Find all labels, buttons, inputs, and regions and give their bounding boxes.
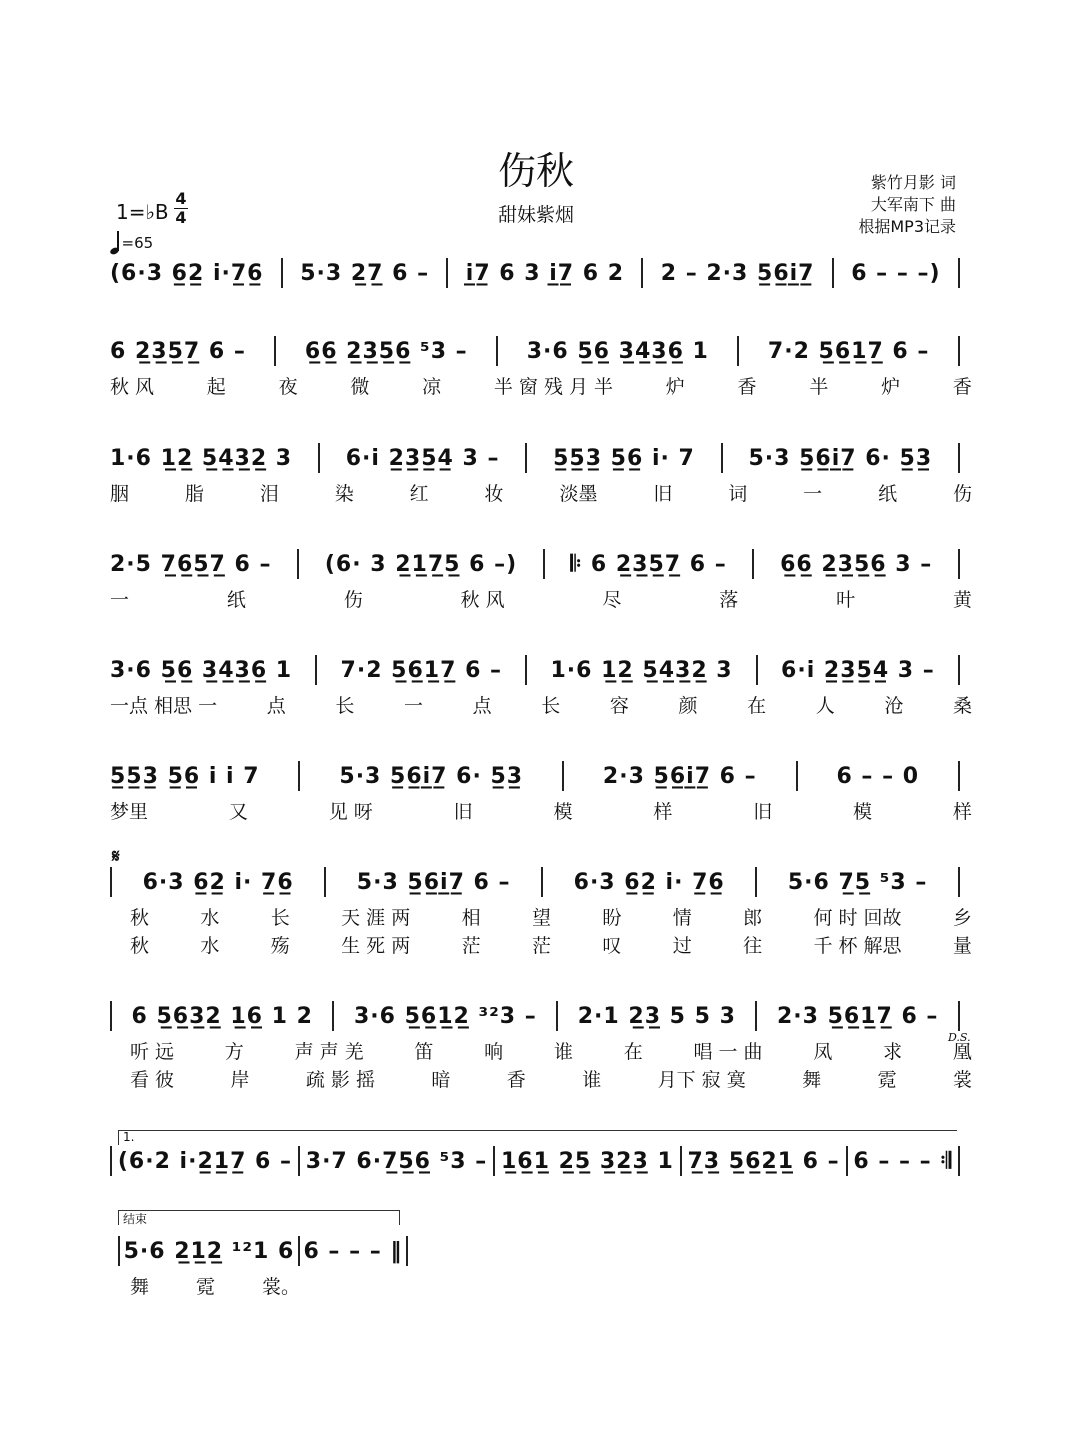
measure: 𝄆 6 2̲3̲5̲7̲ 6 – [570, 551, 727, 577]
lyric-word: 裳 [952, 1069, 972, 1091]
lyric-word: 秋 风 [110, 376, 155, 398]
lyric-word: 凉 [422, 376, 442, 398]
barline [562, 761, 564, 791]
barline [298, 1146, 300, 1176]
lyric-word: 样 [952, 801, 972, 823]
lyric-row-second-verse [130, 931, 972, 957]
measure: 6 5̲6̲3̲2̲ 1̲6̲ 1 2 [131, 1003, 313, 1029]
barline [541, 867, 543, 897]
measure: 5̲5̲3̲ 5̲6̲ i i 7 [110, 763, 260, 789]
lyric-word: 唱 一 曲 [693, 1041, 763, 1063]
lyric-word: 岸 [230, 1069, 250, 1091]
measure: 2·5 7̲6̲5̲7̲ 6 – [110, 551, 272, 577]
time-signature [172, 190, 190, 227]
song-title: 伤秋 [497, 149, 574, 193]
barline [446, 258, 448, 288]
music-row [0, 649, 1072, 689]
lyric-word: 炉 [665, 376, 685, 398]
measures-container [110, 549, 960, 579]
measure: 6·i 2̲3̲5̲4̲ 3 – [345, 445, 500, 471]
lyric-word: 旧 [753, 801, 773, 823]
lyric-word: 泪 [259, 483, 279, 505]
lyric-word: 相 [461, 907, 481, 929]
lyric-word: 在 [623, 1041, 643, 1063]
measure: 6 2̲3̲5̲7̲ 6 – [110, 338, 246, 364]
lyric-word: 黄 [952, 589, 972, 611]
lyric-word: 点 [266, 695, 286, 717]
barline [752, 549, 754, 579]
ending-label: 结束 [123, 1212, 148, 1226]
lyric-word: 点 [472, 695, 492, 717]
barline [496, 336, 498, 366]
barline [298, 1236, 300, 1266]
measure: 7·2 5̲6̲1̲7̲ 6 – [340, 657, 503, 683]
measure: 1̲6̲1̲ 2̲5̲ 3̲2̲3̲ 1 [501, 1148, 674, 1174]
barline [274, 336, 276, 366]
barline [525, 655, 527, 685]
lyric-word: 染 [334, 483, 354, 505]
measures-container [118, 1236, 408, 1266]
lyricist-credit: 紫竹月影 词 [870, 173, 956, 192]
lyric-row [130, 1037, 972, 1063]
lyric-word: 一点 相思 一 [110, 695, 218, 717]
music-row [0, 995, 1072, 1035]
barline [796, 761, 798, 791]
lyric-word: 水 [200, 935, 220, 957]
measure: 6 – – – ‖ [303, 1238, 403, 1264]
measure: (6·3 6̲2̲ i·7̲6̲ [110, 260, 264, 286]
lyric-word: 秋 [130, 935, 150, 957]
composer-credit: 大军南下 曲 [870, 195, 956, 214]
barline [958, 443, 960, 473]
measures-container [110, 1146, 960, 1176]
lyric-word: 秋 风 [460, 589, 505, 611]
lyric-word: 纸 [226, 589, 246, 611]
lyric-word: 香 [506, 1069, 526, 1091]
lyric-word: 桑 [952, 695, 972, 717]
barline [281, 258, 283, 288]
measure: 2 – 2·3 5̲6̲i̲7̲ [660, 260, 815, 286]
barline [958, 549, 960, 579]
lyric-word: 凤 [813, 1041, 833, 1063]
measure: 5·3 5̲6̲i̲7̲ 6· 5̲3̲ [339, 763, 524, 789]
lyric-word: 纸 [878, 483, 898, 505]
lyric-word: 谁 [582, 1069, 602, 1091]
lyric-word: 词 [728, 483, 748, 505]
barline [324, 867, 326, 897]
barline [958, 867, 960, 897]
measure: i̲7̲ 6 3 i̲7̲ 6 2 [465, 260, 625, 286]
key-signature: 1=♭B [116, 200, 169, 224]
lyric-word: 月下 寂 寞 [657, 1069, 746, 1091]
lyric-word: 妆 [484, 483, 504, 505]
measures-container [110, 761, 960, 791]
barline [641, 258, 643, 288]
measures-container [110, 1001, 960, 1031]
barline [755, 1001, 757, 1031]
lyric-word: 裳。 [261, 1276, 300, 1298]
music-row [0, 1230, 420, 1270]
music-row [0, 437, 1072, 477]
lyric-word: 红 [409, 483, 429, 505]
lyric-row [130, 903, 972, 929]
measure: 5·3 5̲6̲i̲7̲ 6 – [356, 869, 511, 895]
lyric-word: 郎 [743, 907, 763, 929]
barline [680, 1146, 682, 1176]
measure: 3·7 6·7̲5̲6̲ ⁵3 – [305, 1148, 488, 1174]
barline [298, 761, 300, 791]
barline [315, 655, 317, 685]
barline [556, 1001, 558, 1031]
lyric-word: 一 [110, 589, 130, 611]
measure: 5·6 7̲5̲ ⁵3 – [787, 869, 928, 895]
measure: 5·3 2̲7̲ 6 – [300, 260, 430, 286]
lyric-word: 往 [743, 935, 763, 957]
measure: 6̲6̲ 2̲3̲5̲6̲ 3 – [780, 551, 933, 577]
lyric-word: 样 [653, 801, 673, 823]
measure: 5·6 2̲1̲2̲ ¹²1 6 [123, 1238, 295, 1264]
lyric-word: 颜 [678, 695, 698, 717]
lyric-word: 天 涯 两 [341, 907, 411, 929]
lyric-word: 方 [224, 1041, 244, 1063]
measure: (6·2 i·2̲1̲7̲ 6 – [117, 1148, 293, 1174]
barline [721, 443, 723, 473]
lyric-word: 茫 [461, 935, 481, 957]
segno-sign: 𝄋 [112, 846, 120, 867]
lyric-word: 容 [609, 695, 629, 717]
music-row [0, 252, 1072, 292]
lyric-word: 见 呀 [328, 801, 373, 823]
barline [525, 443, 527, 473]
lyric-word: 夜 [278, 376, 298, 398]
lyric-word: 笛 [414, 1041, 434, 1063]
barline [958, 336, 960, 366]
lyric-word: 长 [270, 907, 290, 929]
ending-bracket [118, 1210, 400, 1225]
barline [958, 761, 960, 791]
lyric-word: 香 [952, 376, 972, 398]
measure: 5̲5̲3̲ 5̲6̲ i· 7 [553, 445, 695, 471]
lyric-word: 谁 [553, 1041, 573, 1063]
measures-container [110, 867, 960, 897]
measure: 1·6 1̲2̲ 5̲4̲3̲2̲ 3 [550, 657, 733, 683]
lyric-word: 叹 [602, 935, 622, 957]
barline [756, 655, 758, 685]
lyric-word: 霓 [195, 1276, 215, 1298]
lyric-word: 半 窗 残 月 半 [493, 376, 614, 398]
barline [958, 1146, 960, 1176]
music-row [0, 543, 1072, 583]
lyric-word: 凰 [952, 1041, 972, 1063]
tempo-value: =65 [121, 234, 154, 252]
lyric-word: 水 [200, 907, 220, 929]
measure: 3·6 5̲6̲ 3̲4̲3̲6̲ 1 [526, 338, 709, 364]
lyric-word: 一 [803, 483, 823, 505]
barline [406, 1236, 408, 1266]
barline [543, 549, 545, 579]
measure: 5·3 5̲6̲i̲7̲ 6· 5̲3̲ [748, 445, 933, 471]
measure: 6 – – – 𝄇 [853, 1148, 953, 1174]
barline [958, 1001, 960, 1031]
music-row [0, 755, 1072, 795]
tempo-marking [110, 231, 153, 254]
lyric-word: 舞 [802, 1069, 822, 1091]
lyric-word: 盼 [602, 907, 622, 929]
lyric-word: 看 彼 [130, 1069, 175, 1091]
measure: 6 – – –) [851, 260, 941, 286]
measures-container [110, 258, 960, 288]
lyric-word: 旧 [653, 483, 673, 505]
time-signature-top: 4 [175, 189, 187, 208]
lyric-word: 情 [672, 907, 692, 929]
lyric-word: 望 [531, 907, 551, 929]
volta-1-label: 1. [123, 1130, 135, 1144]
measure: 3·6 5̲6̲1̲2̲ ³²3 – [353, 1003, 537, 1029]
barline [755, 867, 757, 897]
measure: 6·3 6̲2̲ i· 7̲6̲ [573, 869, 725, 895]
music-row [0, 861, 1072, 901]
lyric-row-second-verse [130, 1065, 972, 1091]
lyric-word: 人 [815, 695, 835, 717]
lyric-word: 香 [737, 376, 757, 398]
lyric-row [110, 797, 972, 823]
ds-marking: D.S. [948, 1031, 971, 1044]
lyric-word: 长 [541, 695, 561, 717]
lyric-word: 长 [335, 695, 355, 717]
barline [846, 1146, 848, 1176]
lyric-word: 起 [206, 376, 226, 398]
measure: 6 – – 0 [836, 763, 920, 789]
measure: 2·1 2̲3̲ 5 5 3 [577, 1003, 736, 1029]
singer-name: 甜妹紫烟 [497, 204, 574, 226]
lyric-word: 过 [672, 935, 692, 957]
lyric-word: 淡墨 [559, 483, 598, 505]
lyric-word: 暗 [431, 1069, 451, 1091]
measures-container [110, 443, 960, 473]
measure: 1·6 1̲2̲ 5̲4̲3̲2̲ 3 [110, 445, 293, 471]
time-signature-bottom: 4 [175, 208, 187, 227]
transcription-credit: 根据MP3记录 [858, 217, 956, 236]
lyric-word: 沧 [884, 695, 904, 717]
lyric-word: 听 远 [130, 1041, 175, 1063]
measures-container [110, 655, 960, 685]
lyric-word: 叶 [836, 589, 856, 611]
lyric-word: 声 声 羌 [294, 1041, 364, 1063]
barline [737, 336, 739, 366]
barline [110, 1001, 112, 1031]
lyric-word: 伤 [952, 483, 972, 505]
lyric-word: 炉 [881, 376, 901, 398]
barline [958, 258, 960, 288]
lyric-word: 在 [747, 695, 767, 717]
lyric-word: 响 [484, 1041, 504, 1063]
barline [118, 1236, 120, 1266]
lyric-word: 一 [403, 695, 423, 717]
lyric-word: 乡 [952, 907, 972, 929]
lyric-word: 求 [883, 1041, 903, 1063]
lyric-word: 生 死 两 [341, 935, 411, 957]
credits-block [858, 172, 956, 238]
lyric-word: 模 [553, 801, 573, 823]
measure: 6̲6̲ 2̲3̲5̲6̲ ⁵3 – [304, 338, 468, 364]
barline [958, 655, 960, 685]
lyric-word: 秋 [130, 907, 150, 929]
lyric-row [110, 585, 972, 611]
measure: 6·3 6̲2̲ i· 7̲6̲ [142, 869, 294, 895]
lyric-word: 模 [853, 801, 873, 823]
lyric-word: 尽 [602, 589, 622, 611]
music-row [0, 330, 1072, 370]
barline [110, 867, 112, 897]
lyric-row [110, 691, 972, 717]
barline [297, 549, 299, 579]
lyric-word: 舞 [130, 1276, 150, 1298]
measure: 7·2 5̲6̲1̲7̲ 6 – [767, 338, 930, 364]
lyric-word: 落 [719, 589, 739, 611]
measure: 3·6 5̲6̲ 3̲4̲3̲6̲ 1 [110, 657, 293, 683]
lyric-word: 茫 [531, 935, 551, 957]
lyric-word: 胭 [110, 483, 130, 505]
lyric-word: 微 [350, 376, 370, 398]
lyric-word: 霓 [877, 1069, 897, 1091]
lyric-row [130, 1272, 300, 1298]
barline [110, 1146, 112, 1176]
lyric-word: 何 时 回故 [813, 907, 902, 929]
lyric-word: 脂 [184, 483, 204, 505]
barline [318, 443, 320, 473]
lyric-word: 殇 [270, 935, 290, 957]
lyric-word: 梦里 [110, 801, 149, 823]
measure: 7̲3̲ 5̲6̲2̲1̲ 6 – [687, 1148, 840, 1174]
lyric-word: 伤 [343, 589, 363, 611]
measure: 2·3 5̲6̲i̲7̲ 6 – [602, 763, 757, 789]
music-row [0, 1140, 1072, 1180]
measure: 2·3 5̲6̲1̲7̲ 6 – [776, 1003, 939, 1029]
barline [493, 1146, 495, 1176]
barline [832, 258, 834, 288]
lyric-word: 量 [952, 935, 972, 957]
measure: (6· 3 2̲1̲7̲5̲ 6 –) [324, 551, 518, 577]
barline [332, 1001, 334, 1031]
lyric-word: 旧 [453, 801, 473, 823]
lyric-word: 又 [228, 801, 248, 823]
lyric-word: 疏 影 摇 [305, 1069, 375, 1091]
measures-container [110, 336, 960, 366]
lyric-row [110, 372, 972, 398]
measure: 6·i 2̲3̲5̲4̲ 3 – [781, 657, 935, 683]
lyric-word: 半 [809, 376, 829, 398]
lyric-row [110, 479, 972, 505]
lyric-word: 千 杯 解思 [813, 935, 902, 957]
